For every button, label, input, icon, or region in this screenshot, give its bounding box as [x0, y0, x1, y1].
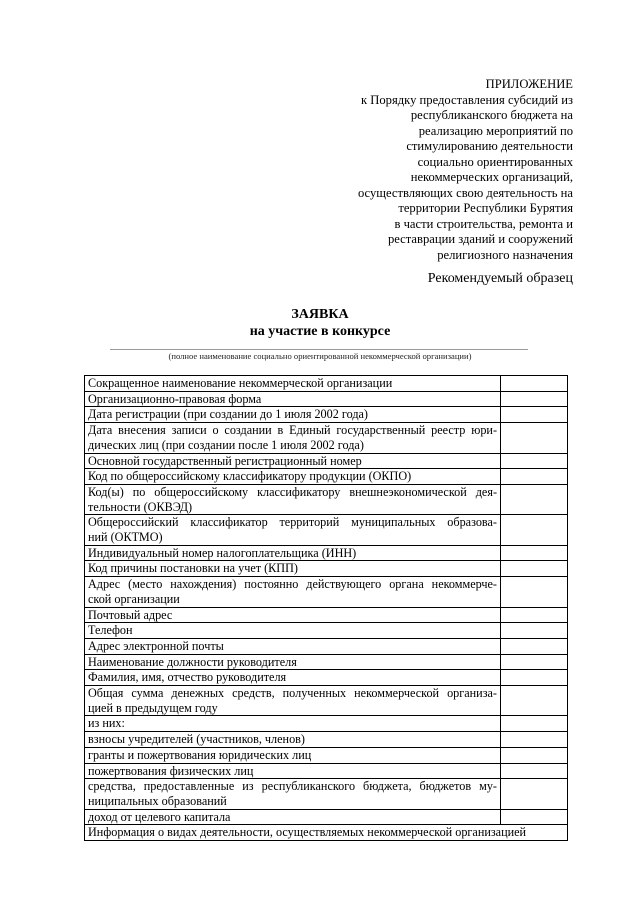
form-row-label	[85, 638, 501, 654]
form-row-label-line: Сокращенное наименование некоммерческой организации	[88, 376, 393, 390]
form-row-label	[85, 747, 501, 763]
form-row-label-line: ской организации	[88, 591, 180, 606]
form-row-label	[85, 423, 501, 453]
form-row-label-line: пожертвования физических лиц	[88, 763, 254, 778]
form-row	[85, 638, 568, 654]
form-row-label-line: Дата регистрации (при создании до 1 июля 2002 года)	[88, 407, 368, 422]
form-row	[85, 670, 568, 686]
form-row	[85, 607, 568, 623]
form-row-value-cell[interactable]	[501, 638, 568, 654]
form-row-label	[85, 809, 501, 825]
form-row-label-line: Основной государственный регистрационный номер	[88, 453, 362, 468]
form-row	[85, 577, 568, 607]
form-row-label-line: средства, предоставленные из республиканского бюджета, бюджетов му-	[88, 779, 497, 794]
appendix-line: в части строительства, ремонта и	[394, 216, 573, 231]
form-row-value-cell[interactable]	[501, 607, 568, 623]
application-form-table	[84, 375, 568, 841]
form-row-value-cell[interactable]	[501, 484, 568, 514]
form-row-label-line: Код по общероссийскому классификатору продукции (ОКПО)	[88, 469, 412, 484]
form-row-label-line: Почтовый адрес	[88, 607, 173, 622]
form-row-value-cell[interactable]	[501, 686, 568, 716]
form-row-label	[85, 779, 501, 809]
form-footer-row	[85, 825, 568, 841]
appendix-line: реставрации зданий и сооружений	[387, 232, 573, 246]
form-row	[85, 407, 568, 423]
form-row-label	[85, 654, 501, 670]
form-row-label	[85, 376, 501, 392]
appendix-line: религиозного назначения	[437, 247, 573, 262]
form-row	[85, 515, 568, 545]
form-row-label-line: Телефон	[88, 623, 133, 638]
form-row-label-line: ниципальных образований	[88, 793, 227, 808]
form-row-value-cell[interactable]	[501, 407, 568, 423]
form-row	[85, 561, 568, 577]
form-row-value-cell[interactable]	[501, 732, 568, 748]
form-row	[85, 376, 568, 392]
form-row	[85, 654, 568, 670]
form-row-value-cell[interactable]	[501, 779, 568, 809]
appendix-line: к Порядку предоставления субсидий из	[361, 92, 573, 107]
form-row-value-cell[interactable]	[501, 577, 568, 607]
form-row-value-cell[interactable]	[501, 763, 568, 779]
appendix-line: социально ориентированных	[417, 154, 573, 169]
form-row-value-cell[interactable]	[501, 670, 568, 686]
form-row-label	[85, 469, 501, 485]
appendix-line: республиканского бюджета на	[410, 108, 573, 122]
form-row-label	[85, 515, 501, 545]
form-row	[85, 453, 568, 469]
form-row-label	[85, 670, 501, 686]
form-row-label-line: Код причины постановки на учет (КПП)	[88, 561, 298, 576]
form-row-value-cell[interactable]	[501, 623, 568, 639]
form-row-value-cell[interactable]	[501, 391, 568, 407]
form-row	[85, 732, 568, 748]
form-row-value-cell[interactable]	[501, 423, 568, 453]
form-row-label-line: тельности (ОКВЭД)	[88, 499, 193, 514]
form-row-label-line: Код(ы) по общероссийскому классификатору внешнеэкономической дея-	[88, 484, 497, 499]
form-row-label	[85, 716, 501, 732]
form-row	[85, 484, 568, 514]
form-row-label-line: Фамилия, имя, отчество руководителя	[88, 670, 287, 685]
document-title: ЗАЯВКА	[291, 307, 349, 322]
appendix-line: некоммерческих организаций,	[410, 170, 573, 184]
form-row-value-cell[interactable]	[501, 453, 568, 469]
form-row-value-cell[interactable]	[501, 469, 568, 485]
form-row-label-line: гранты и пожертвования юридических лиц	[88, 747, 312, 762]
form-row-label-line: дических лиц (при создании после 1 июля 2002 года)	[88, 437, 364, 452]
sample-label: Рекомендуемый образец	[427, 271, 573, 286]
appendix-line: реализацию мероприятий по	[418, 123, 573, 138]
form-row-label	[85, 407, 501, 423]
form-row	[85, 809, 568, 825]
form-row	[85, 545, 568, 561]
form-row	[85, 686, 568, 716]
appendix-line: территории Республики Бурятия	[398, 201, 573, 215]
form-row-label	[85, 732, 501, 748]
form-row-label-line: Адрес электронной почты	[88, 638, 224, 653]
form-row-label	[85, 545, 501, 561]
form-row-label	[85, 607, 501, 623]
form-row-label-line: Организационно-правовая форма	[88, 391, 262, 406]
appendix-line: осуществляющих свою деятельность на	[357, 185, 573, 200]
form-row	[85, 469, 568, 485]
form-row-label	[85, 686, 501, 716]
form-row-label-line: взносы учредителей (участников, членов)	[88, 732, 305, 747]
activities-info-label: Информация о видах деятельности, осуществляемых некоммерческой организацией	[85, 825, 568, 841]
form-row-label-line: Наименование должности руководителя	[88, 654, 297, 669]
form-row-value-cell[interactable]	[501, 376, 568, 392]
form-row-label	[85, 391, 501, 407]
form-row-value-cell[interactable]	[501, 561, 568, 577]
form-row-label	[85, 577, 501, 607]
form-row-label	[85, 623, 501, 639]
form-row	[85, 763, 568, 779]
form-row-value-cell[interactable]	[501, 809, 568, 825]
form-row-label-line: ний (ОКТМО)	[88, 530, 163, 545]
appendix-line: стимулированию деятельности	[406, 139, 573, 153]
appendix-line: ПРИЛОЖЕНИЕ	[485, 77, 573, 91]
form-row-label-line: цией в предыдущем году	[88, 700, 218, 715]
form-row-label	[85, 453, 501, 469]
form-row-label-line: доход от целевого капитала	[88, 809, 231, 824]
form-row-value-cell[interactable]	[501, 545, 568, 561]
form-row-value-cell[interactable]	[501, 515, 568, 545]
form-row-label-line: Общая сумма денежных средств, полученных некоммерческой организа-	[88, 686, 497, 701]
form-row-label-line: Индивидуальный номер налогоплательщика (ИНН)	[88, 545, 357, 560]
organization-name-caption: (полное наименование социально ориентированной некоммерческой организации)	[168, 351, 472, 361]
form-row-label-line: Дата внесения записи о создании в Единый государственный реестр юри-	[88, 423, 497, 438]
form-row-label-line: Адрес (место нахождения) постоянно действующего органа некоммерче-	[88, 577, 497, 592]
form-row	[85, 747, 568, 763]
form-row-label-line: из них:	[88, 716, 125, 731]
form-row	[85, 423, 568, 453]
form-row-value-cell[interactable]	[501, 747, 568, 763]
form-row-label	[85, 484, 501, 514]
form-row	[85, 623, 568, 639]
appendix-header	[273, 77, 573, 263]
form-row-label-line: Общероссийский классификатор территорий муниципальных образова-	[88, 515, 497, 530]
form-row-label	[85, 763, 501, 779]
form-row-value-cell[interactable]	[501, 716, 568, 732]
document-subtitle: на участие в конкурсе	[249, 324, 391, 339]
organization-name-line[interactable]	[110, 349, 528, 350]
form-row-value-cell[interactable]	[501, 654, 568, 670]
form-row	[85, 779, 568, 809]
form-row	[85, 391, 568, 407]
form-row	[85, 716, 568, 732]
form-row-label	[85, 561, 501, 577]
